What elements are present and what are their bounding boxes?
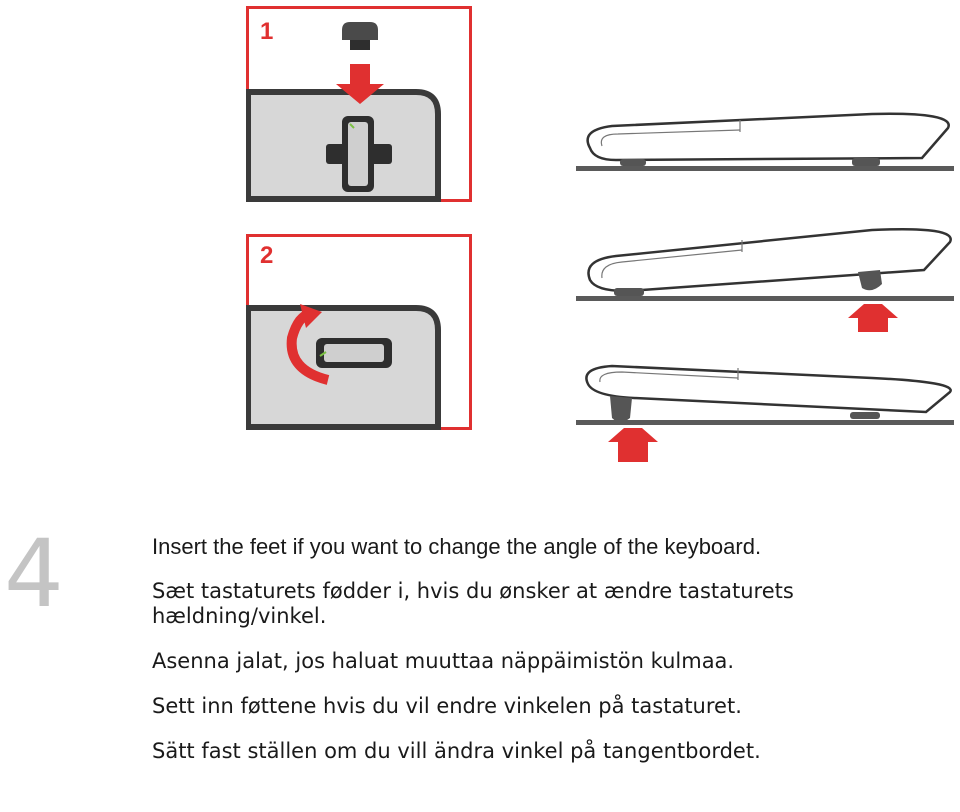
instruction-finnish: Asenna jalat, jos haluat muuttaa näppäimistön kulmaa. (152, 649, 735, 673)
keyboard-back-raised-icon (572, 224, 956, 342)
foot-rotate-icon (246, 234, 472, 430)
instruction-danish: Sæt tastaturets fødder i, hvis du ønsker at ændre tastaturets hældning/vinkel. (152, 579, 794, 628)
step-panel-rotate-foot (246, 234, 472, 430)
step-number: 4 (4, 520, 64, 629)
side-view-flat (572, 108, 956, 174)
panel-number: 2 (260, 242, 274, 269)
panel-number: 1 (260, 18, 274, 45)
side-view-back-raised (572, 224, 956, 342)
foot-insert-icon (246, 6, 472, 202)
side-view-front-raised (572, 362, 956, 472)
keyboard-flat-icon (572, 108, 956, 174)
instruction-swedish: Sätt fast ställen om du vill ändra vinkel på tangentbordet. (152, 739, 761, 763)
instruction-list (152, 534, 952, 764)
instruction-english: Insert the feet if you want to change the angle of the keyboard. (152, 534, 762, 559)
keyboard-front-raised-icon (572, 362, 956, 472)
instruction-norwegian: Sett inn føttene hvis du vil endre vinkelen på tastaturet. (152, 694, 742, 718)
step-panel-insert-foot (246, 6, 472, 202)
